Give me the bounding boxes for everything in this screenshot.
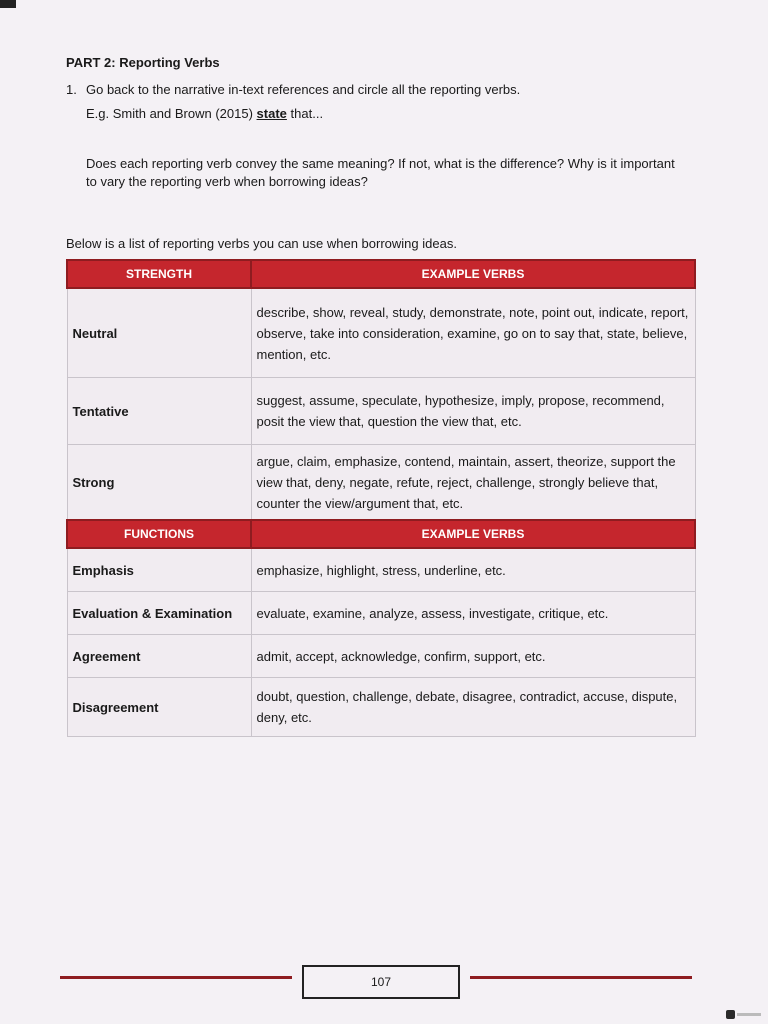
strength-header: STRENGTH: [67, 260, 251, 288]
example-verbs: describe, show, reveal, study, demonstrate, note, point out, indicate, report, observe, take into consideration, examine, go on to say that, state, believe, mention, etc.: [251, 288, 695, 378]
scanner-text-mark: [737, 1013, 761, 1016]
discussion-question: Does each reporting verb convey the same meaning? If not, what is the difference? Why is it important to vary the reporting verb when borrowing ideas?: [86, 156, 675, 189]
item-instruction: Go back to the narrative in-text references and circle all the reporting verbs.: [86, 82, 521, 97]
functions-verbs-header: EXAMPLE VERBS: [251, 520, 695, 548]
functions-header: FUNCTIONS: [67, 520, 251, 548]
example-keyword: state: [256, 106, 287, 121]
example-verbs: admit, accept, acknowledge, confirm, support, etc.: [251, 635, 695, 678]
example-suffix: that...: [290, 106, 324, 121]
part-heading: PART 2: Reporting Verbs: [66, 55, 220, 70]
strength-label: Tentative: [67, 378, 251, 445]
footer-rule-right: [470, 976, 692, 979]
function-label: Emphasis: [67, 548, 251, 592]
table-row: [67, 288, 695, 378]
table-row: [67, 635, 695, 678]
example-verbs: suggest, assume, speculate, hypothesize, imply, propose, recommend, posit the view that, question the view that, etc.: [251, 378, 695, 445]
table-row: [67, 445, 695, 521]
table-row: [67, 378, 695, 445]
scanner-mark-icon: [726, 1010, 735, 1019]
example-verbs: evaluate, examine, analyze, assess, investigate, critique, etc.: [251, 592, 695, 635]
footer-rule-left: [60, 976, 292, 979]
function-label: Agreement: [67, 635, 251, 678]
table-row: [67, 678, 695, 737]
example-line: [86, 106, 323, 121]
strength-label: Neutral: [67, 288, 251, 378]
page-number: 107: [302, 965, 460, 999]
item-number: 1.: [66, 82, 77, 97]
function-label: Disagreement: [67, 678, 251, 737]
scan-corner-mark: [0, 0, 16, 8]
strength-label: Strong: [67, 445, 251, 521]
table-row: [67, 548, 695, 592]
strength-verbs-header: EXAMPLE VERBS: [251, 260, 695, 288]
functions-header-row: [67, 520, 695, 548]
table-intro: Below is a list of reporting verbs you can use when borrowing ideas.: [66, 236, 457, 251]
scanner-logo-icon: [726, 1010, 762, 1019]
strength-header-row: [67, 260, 695, 288]
example-verbs: argue, claim, emphasize, contend, maintain, assert, theorize, support the view that, deny, negate, refute, reject, challenge, strongly believe that, counter the view/argument that, etc.: [251, 445, 695, 521]
table-row: [67, 592, 695, 635]
function-label: Evaluation & Examination: [67, 592, 251, 635]
example-prefix: E.g. Smith and Brown (2015): [86, 106, 253, 121]
example-verbs: doubt, question, challenge, debate, disagree, contradict, accuse, dispute, deny, etc.: [251, 678, 695, 737]
example-verbs: emphasize, highlight, stress, underline, etc.: [251, 548, 695, 592]
reporting-verbs-table: [66, 259, 696, 737]
